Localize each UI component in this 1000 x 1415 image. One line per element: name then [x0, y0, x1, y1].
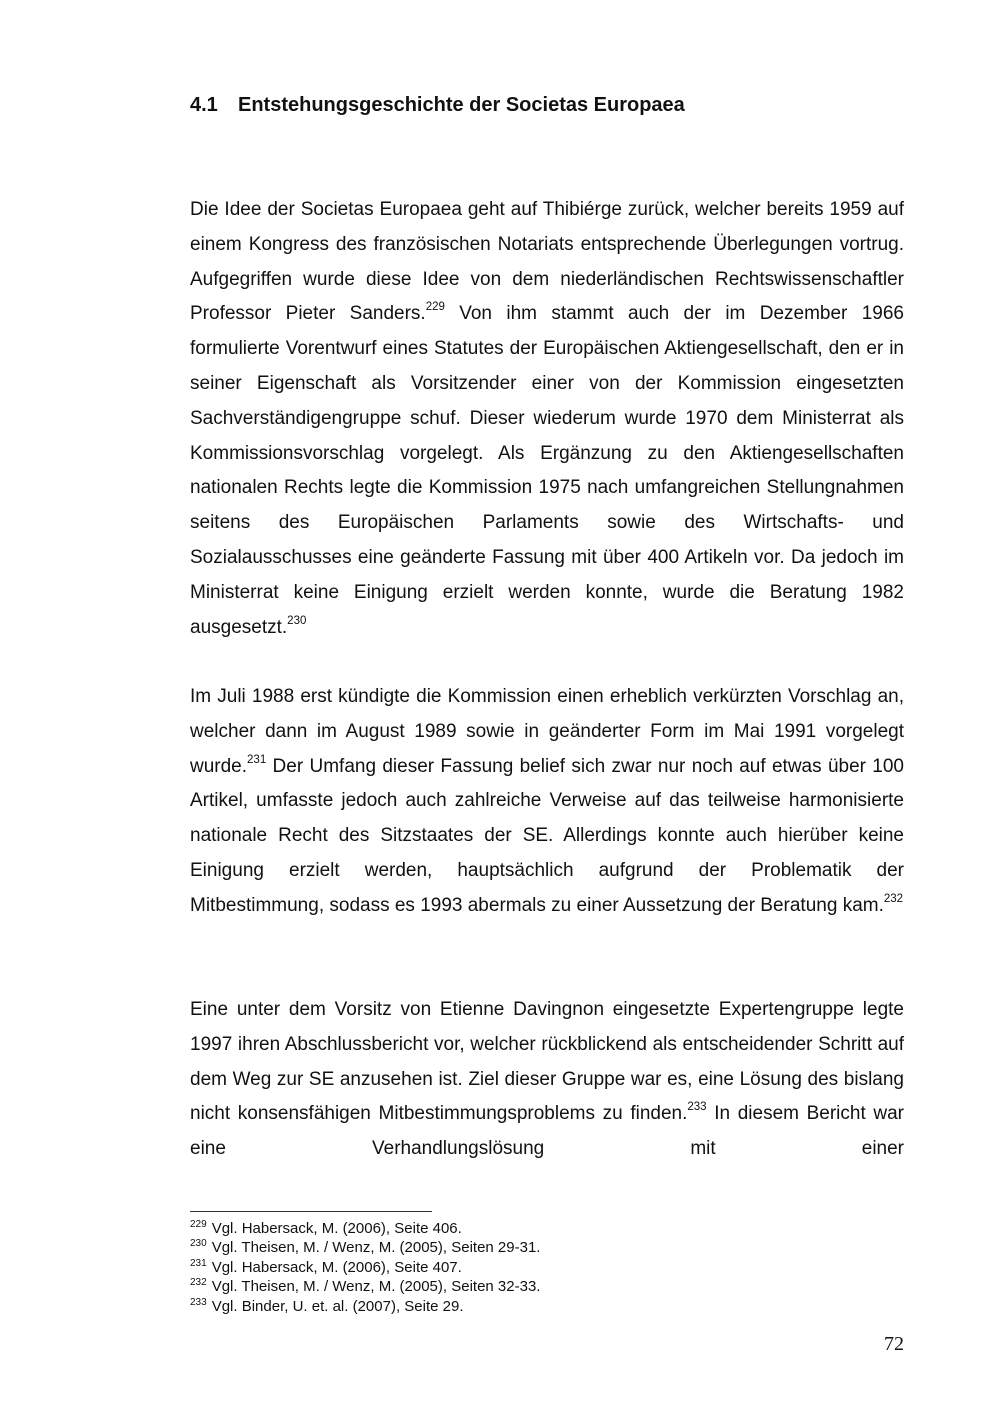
paragraph-text: Im Juli 1988 erst kündigte die Kommission einen erheblich verkürzten Vorschlag an, welcher dann im August 1989 sowie in geänderter Form im Mai 1991 vorgelegt wurde. [190, 686, 904, 777]
footnote [190, 1258, 540, 1277]
footnote [190, 1219, 540, 1238]
footnote-ref: 232 [883, 892, 904, 905]
footnote-ref: 231 [247, 753, 267, 766]
footnote [190, 1238, 540, 1257]
footnote-list [190, 1219, 540, 1316]
paragraph-text: Der Umfang dieser Fassung belief sich zwar nur noch auf etwas über 100 Artikel, umfasste jedoch auch zahlreiche Verweise auf das teilweise harmonisierte nationale Recht des Sitzstaates der SE. Allerdings konnte auch hierüber keine Einigung erzielt werden, hauptsächlich aufgrund der Problematik der Mitbestimmung, sodass es 1993 abermals zu einer Aussetzung der Beratung kam. [190, 755, 904, 916]
paragraph-text: Die Idee der Societas Europaea geht auf Thibiérge zurück, welcher bereits 1959 auf einem Kongress des französischen Notariats entsprechende Überlegungen vortrug. Aufgegriffen wurde diese Idee von dem niederländischen Rechtswissenschaftler Professor Pieter Sanders. [190, 199, 904, 325]
footnote-text: Vgl. Habersack, M. (2006), Seite 406. [211, 1220, 462, 1237]
section-number: 4.1 [190, 94, 218, 116]
footnote-text: Vgl. Habersack, M. (2006), Seite 407. [211, 1258, 462, 1276]
footnote-text: Vgl. Theisen, M. / Wenz, M. (2005), Seiten 32-33. [211, 1278, 541, 1296]
footnote-number: 232 [190, 1277, 207, 1289]
footnote-ref: 229 [425, 301, 445, 314]
paragraph [190, 993, 904, 1167]
footnote [190, 1277, 540, 1296]
paragraph-text: Von ihm stammt auch der im Dezember 1966 formulierte Vorentwurf eines Statutes der Europäischen Aktiengesellschaft, den er in seiner Eigenschaft als Vorsitzender einer von der Kommission eingesetzten Sachverständigengruppe schuf. Dieser wiederum wurde 1970 dem Ministerrat als Kommissionsvorschlag vorgelegt. Als Ergänzung zu den Aktiengesellschaften nationalen Rechts legte die Kommission 1975 nach umfangreichen Stellungnahmen seitens des Europäischen Parlaments sowie des Wirtschafts- und Sozialausschusses eine geänderte Fassung mit über 400 Artikeln vor. Da jedoch im Ministerrat keine Einigung erzielt werden konnte, wurde die Beratung 1982 ausgesetzt. [190, 303, 904, 638]
footnote-number: 231 [190, 1257, 207, 1269]
section-heading [190, 94, 685, 117]
footnote-text: Vgl. Theisen, M. / Wenz, M. (2005), Seiten 29-31. [211, 1239, 541, 1257]
paragraph [190, 193, 904, 645]
footnote-number: 230 [190, 1238, 207, 1250]
footnote-divider [190, 1211, 432, 1212]
paragraph-text: Eine unter dem Vorsitz von Etienne Davingnon eingesetzte Expertengruppe legte 1997 ihren Abschlussbericht vor, welcher rückblickend als entscheidender Schritt auf dem Weg zur SE anzusehen ist. Ziel dieser Gruppe war es, eine Lösung des bislang nicht konsensfähigen Mitbestimmungsproblems zu finden. [190, 999, 904, 1125]
footnote-ref: 233 [687, 1101, 707, 1114]
footnote-number: 233 [190, 1296, 207, 1308]
footnote-text: Vgl. Binder, U. et. al. (2007), Seite 29. [211, 1297, 464, 1315]
paragraph-text: In diesem Bericht war eine Verhandlungslösung mit einer [190, 1103, 904, 1160]
footnote-number: 229 [190, 1219, 207, 1230]
paragraph [190, 680, 904, 924]
page-number: 72 [884, 1333, 904, 1355]
section-title: Entstehungsgeschichte der Societas Europaea [238, 94, 685, 116]
footnote-ref: 230 [287, 614, 307, 627]
footnote [190, 1297, 540, 1316]
